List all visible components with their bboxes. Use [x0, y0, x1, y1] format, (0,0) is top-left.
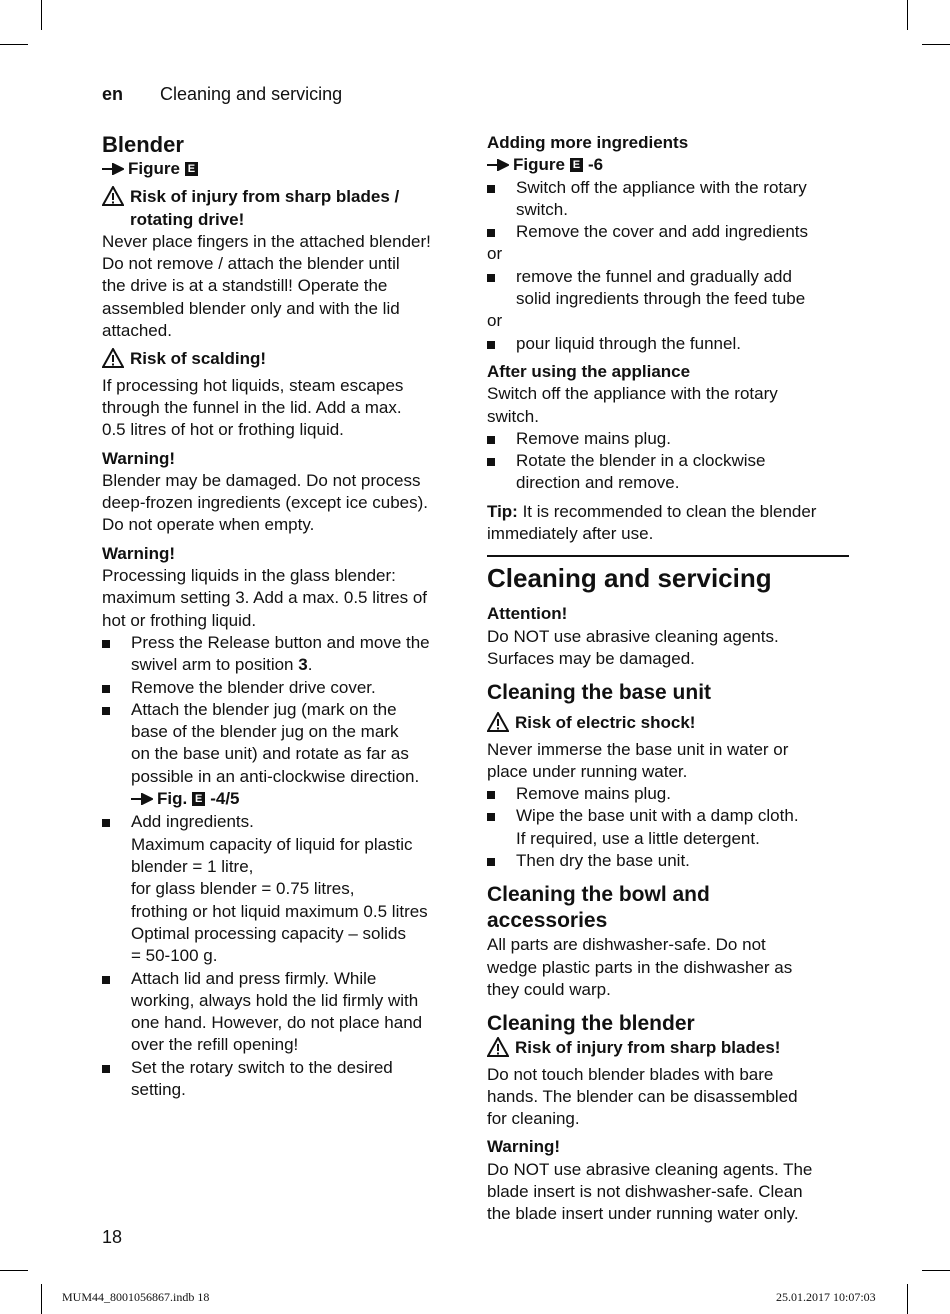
blender-steps-list: [102, 632, 467, 1101]
bullet-square-icon: [102, 685, 110, 693]
list-item: pour liquid through the funnel.: [487, 333, 849, 355]
warning-scalding-text: If processing hot liquids, steam escapes through the funnel in the lid. Add a max. 0.5 litres of hot or frothing liquid.: [102, 375, 404, 440]
list-item: Rotate the blender in a clockwise direction and remove.: [487, 450, 849, 495]
base-unit-text: Never immerse the base unit in water or place under running water.: [487, 739, 789, 781]
warning-label: Warning!: [102, 543, 176, 563]
bullet-square-icon: [102, 1065, 110, 1073]
header-title: Cleaning and servicing: [160, 84, 343, 104]
warning-scalding: Risk of scalding!: [102, 348, 467, 374]
crop-mark: [0, 44, 28, 45]
adding-ingredients-heading: Adding more ingredients: [487, 133, 689, 152]
list-item: Attach lid and press firmly. While working, always hold the lid firmly with one hand. However, do not place hand over the refill opening!: [102, 968, 467, 1057]
footer-timestamp: 25.01.2017 10:07:03: [776, 1290, 876, 1304]
warning-triangle-icon: [487, 1037, 515, 1063]
list-item: Add ingredients. Maximum capacity of liquid for plastic blender = 1 litre, for glass blender = 0.75 litres, frothing or hot liquid maximum 0.5 litres Optimal processing capacity – solids = 50-100 g.: [102, 811, 467, 967]
adding-steps-list: [487, 333, 849, 355]
attention-label: Attention!: [487, 604, 568, 624]
or-text: or: [487, 311, 503, 331]
list-item: Then dry the base unit.: [487, 850, 849, 872]
list-item: Set the rotary switch to the desired setting.: [102, 1057, 467, 1102]
warning-triangle-icon: [102, 186, 130, 231]
warning-label: Warning!: [102, 448, 176, 468]
left-column: [102, 132, 467, 1101]
bullet-square-icon: [102, 976, 110, 984]
after-use-heading: After using the appliance: [487, 361, 691, 381]
list-item: Remove the cover and add ingredients: [487, 221, 849, 243]
cleaning-blender-text: Do not touch blender blades with bare hands. The blender can be disassembled for cleaning.: [487, 1064, 798, 1129]
after-use-list: [487, 428, 849, 495]
arrow-right-icon: [102, 163, 124, 175]
cleaning-blender-heading: Cleaning the blender: [487, 1012, 695, 1036]
blade-insert-text: Do NOT use abrasive cleaning agents. The blade insert is not dishwasher-safe. Clean the blade insert under running water only.: [487, 1159, 813, 1224]
arrow-right-icon: [131, 793, 153, 805]
bullet-square-icon: [487, 458, 495, 466]
crop-mark: [922, 44, 950, 45]
crop-mark: [0, 1270, 28, 1271]
bullet-square-icon: [487, 229, 495, 237]
or-text: or: [487, 244, 503, 264]
warning-electric-shock: Risk of electric shock!: [487, 712, 849, 738]
bullet-square-icon: [102, 707, 110, 715]
figure-reference: Fig. E -4/5: [131, 788, 240, 810]
section-title: Cleaning and servicing: [487, 563, 772, 594]
adding-steps-list: [487, 177, 849, 244]
attention-text: Do NOT use abrasive cleaning agents. Surfaces may be damaged.: [487, 626, 779, 668]
base-unit-list: [487, 783, 849, 872]
warning-sharp-blades: Risk of injury from sharp blades!: [487, 1037, 849, 1063]
crop-mark: [907, 1284, 908, 1314]
bullet-square-icon: [102, 640, 110, 648]
bowl-text: All parts are dishwasher-safe. Do not wedge plastic parts in the dishwasher as they could warp.: [487, 935, 793, 999]
list-item: Switch off the appliance with the rotary switch.: [487, 177, 849, 222]
warning-damage-text: Blender may be damaged. Do not process deep-frozen ingredients (except ice cubes). Do not operate when empty.: [102, 470, 429, 535]
list-item: Attach the blender jug (mark on the base of the blender jug on the mark on the base unit) and rotate as far as possible in an anti-clockwise direction. Fig. E -4/5: [102, 699, 467, 812]
bullet-square-icon: [487, 813, 495, 821]
figure-reference: Figure E: [102, 158, 467, 180]
figure-letter-box: E: [570, 158, 583, 172]
warning-label: Warning!: [487, 1137, 561, 1157]
warning-triangle-icon: [102, 348, 130, 374]
warning-sharp-blades-text: Never place fingers in the attached blender! Do not remove / attach the blender until the drive is at a standstill! Operate the assembled blender only and with the lid attached.: [102, 231, 431, 341]
bowl-heading: Cleaning the bowl and accessories: [487, 883, 710, 933]
tip-text: Tip: It is recommended to clean the blender immediately after use.: [487, 501, 817, 544]
list-item: Press the Release button and move the swivel arm to position 3.: [102, 632, 467, 677]
adding-steps-list: [487, 266, 849, 311]
figure-letter-box: E: [185, 162, 198, 176]
section-divider: [487, 555, 849, 557]
after-use-text: Switch off the appliance with the rotary switch.: [487, 384, 778, 426]
crop-mark: [41, 0, 42, 30]
figure-letter-box: E: [192, 792, 205, 806]
warning-triangle-icon: [487, 712, 515, 738]
figure-reference: Figure E -6: [487, 154, 849, 176]
arrow-right-icon: [487, 159, 509, 171]
bullet-square-icon: [487, 185, 495, 193]
crop-mark: [41, 1284, 42, 1314]
bullet-square-icon: [487, 341, 495, 349]
bullet-square-icon: [102, 819, 110, 827]
bullet-square-icon: [487, 791, 495, 799]
list-item: Remove the blender drive cover.: [102, 677, 467, 699]
right-column: [487, 132, 849, 1226]
bullet-square-icon: [487, 436, 495, 444]
list-item: remove the funnel and gradually add solid ingredients through the feed tube: [487, 266, 849, 311]
list-item: Wipe the base unit with a damp cloth. If required, use a little detergent.: [487, 805, 849, 850]
base-unit-heading: Cleaning the base unit: [487, 681, 712, 705]
bullet-square-icon: [487, 858, 495, 866]
crop-mark: [907, 0, 908, 30]
bullet-square-icon: [487, 274, 495, 282]
blender-heading: Blender: [102, 132, 184, 157]
warning-sharp-blades: Risk of injury from sharp blades / rotating drive!: [102, 186, 467, 231]
list-item: Remove mains plug.: [487, 783, 849, 805]
footer-file-info: MUM44_8001056867.indb 18: [62, 1290, 210, 1304]
warning-glass-text: Processing liquids in the glass blender: maximum setting 3. Add a max. 0.5 litres of hot or frothing liquid.: [102, 566, 428, 630]
page-number: 18: [102, 1227, 123, 1247]
header-language: en: [102, 84, 124, 104]
crop-mark: [922, 1270, 950, 1271]
list-item: Remove mains plug.: [487, 428, 849, 450]
